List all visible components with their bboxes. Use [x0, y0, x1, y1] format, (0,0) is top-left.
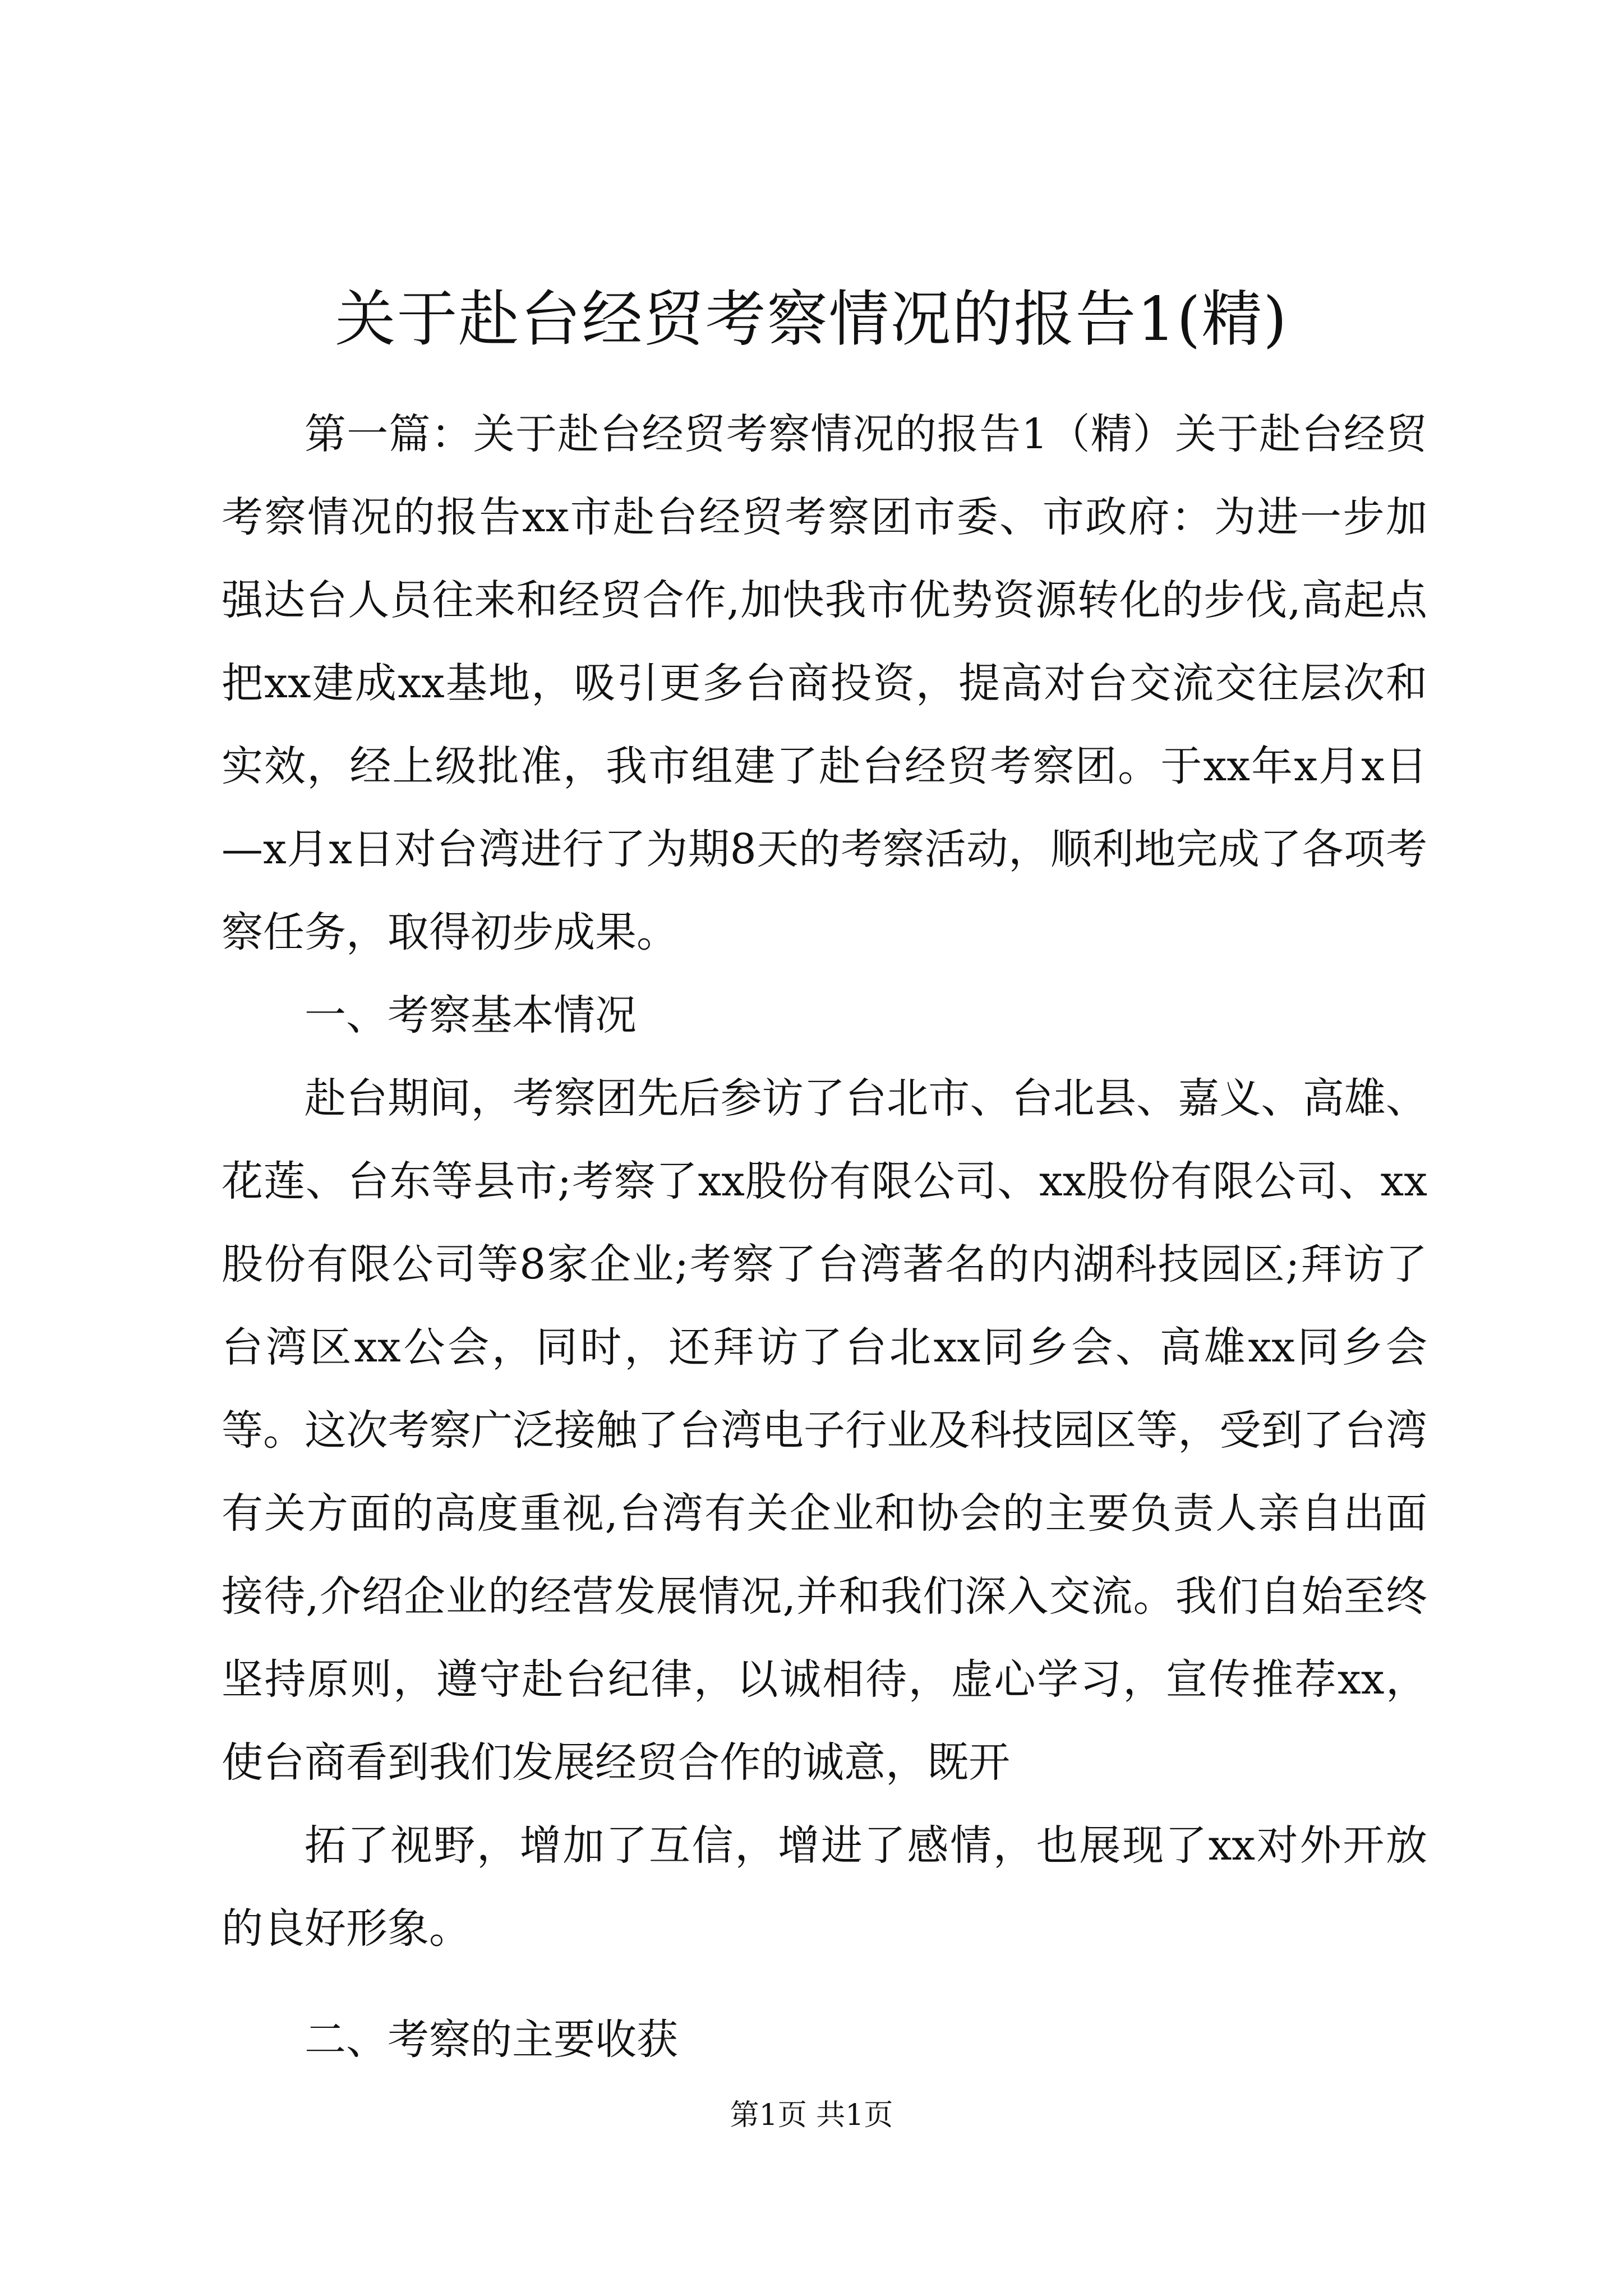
document-body: [222, 393, 1427, 2081]
paragraph-intro: 第一篇：关于赴台经贸考察情况的报告1（精）关于赴台经贸考察情况的报告xx市赴台经贸考察团市委、市政府：为进一步加强达台人员往来和经贸合作,加快我市优势资源转化的步伐,高起点把xx建成xx基地，吸引更多台商投资，提高对台交流交往层次和实效，经上级批准，我市组建了赴台经贸考察团。于xx年x月x日—x月x日对台湾进行了为期8天的考察活动，顺利地完成了各项考察任务，取得初步成果。: [222, 410, 1427, 956]
paragraph-visit-details: 赴台期间，考察团先后参访了台北市、台北县、嘉义、高雄、花莲、台东等县市;考察了xx股份有限公司、xx股份有限公司、xx股份有限公司等8家企业;考察了台湾著名的内湖科技园区;拜访了台湾区xx公会，同时，还拜访了台北xx同乡会、高雄xx同乡会等。这次考察广泛接触了台湾电子行业及科技园区等，受到了台湾有关方面的高度重视,台湾有关企业和协会的主要负责人亲自出面接待,介绍企业的经营发展情况,并和我们深入交流。我们自始至终坚持原则，遵守赴台纪律，以诚相待，虚心学习，宣传推荐xx，使台商看到我们发展经贸合作的诚意，既开: [222, 1074, 1427, 1787]
page-footer: 第1页 共1页: [730, 2099, 893, 2132]
section-heading-basic-situation: 一、考察基本情况: [305, 991, 637, 1039]
document-title: 关于赴台经贸考察情况的报告1(精): [335, 284, 1288, 355]
paragraph-continuation: 拓了视野，增加了互信，增进了感情，也展现了xx对外开放的良好形象。: [222, 1821, 1427, 1953]
section-heading-main-gains: 二、考察的主要收获: [305, 2016, 678, 2064]
